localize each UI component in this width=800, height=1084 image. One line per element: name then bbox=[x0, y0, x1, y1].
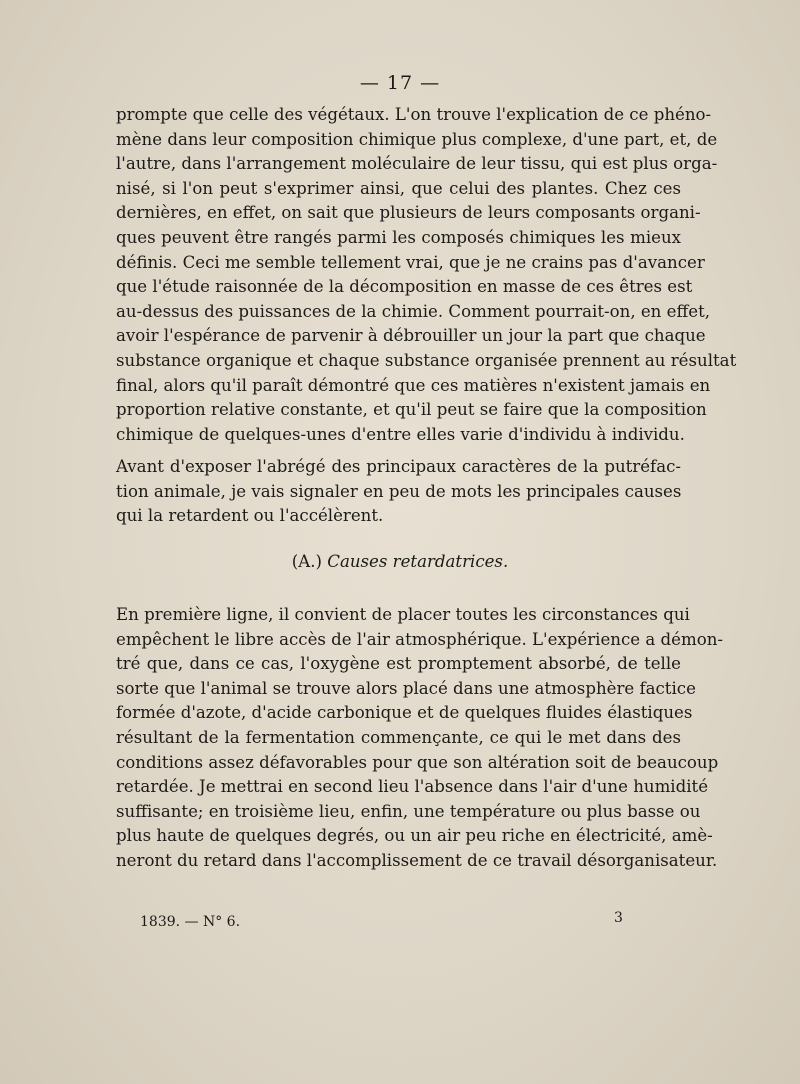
text-line: définis. Ceci me semble tellement vrai, que je ne crains pas d'avancer bbox=[116, 252, 705, 272]
section-title: Causes retardatrices. bbox=[327, 552, 509, 571]
section-marker: (A.) bbox=[291, 552, 322, 571]
section-heading bbox=[0, 552, 800, 571]
text-line: tion animale, je vais signaler en peu de mots les principales causes bbox=[116, 481, 682, 501]
text-line: sorte que l'animal se trouve alors placé dans une atmosphère factice bbox=[116, 678, 696, 698]
text-line: chimique de quelques-unes d'entre elles varie d'individu à individu. bbox=[116, 424, 685, 444]
text-line: au-dessus des puissances de la chimie. Comment pourrait-on, en effet, bbox=[116, 301, 711, 321]
text-line: avoir l'espérance de parvenir à débrouiller un jour la part que chaque bbox=[116, 326, 706, 346]
text-line: neront du retard dans l'accomplissement de ce travail désorganisateur. bbox=[116, 850, 718, 870]
text-line: final, alors qu'il paraît démontré que ces matières n'existent jamais en bbox=[116, 375, 711, 395]
text-line: retardée. Je mettrai en second lieu l'absence dans l'air d'une humidité bbox=[116, 777, 709, 797]
text-line: qui la retardent ou l'accélèrent. bbox=[116, 506, 384, 526]
text-line: mène dans leur composition chimique plus complexe, d'une part, et, de bbox=[116, 129, 718, 149]
text-line: substance organique et chaque substance organisée prennent au résultat bbox=[116, 350, 737, 370]
signature-mark: 1839. — N° 6. bbox=[140, 914, 241, 930]
text-line: tré que, dans ce cas, l'oxygène est promptement absorbé, de telle bbox=[116, 654, 681, 674]
text-line: dernières, en effet, on sait que plusieurs de leurs composants organi- bbox=[116, 203, 701, 223]
sheet-number: 3 bbox=[614, 910, 623, 926]
paragraph-retarding-causes bbox=[116, 603, 723, 874]
text-line: formée d'azote, d'acide carbonique et de quelques fluides élastiques bbox=[116, 703, 693, 723]
text-line: empêchent le libre accès de l'air atmosphérique. L'expérience a démon- bbox=[116, 629, 723, 649]
text-line: conditions assez défavorables pour que son altération soit de beaucoup bbox=[116, 752, 719, 772]
text-line: que l'étude raisonnée de la décomposition en masse de ces êtres est bbox=[116, 277, 693, 297]
text-line: prompte que celle des végétaux. L'on trouve l'explication de ce phéno- bbox=[116, 105, 712, 124]
paragraph-introduction bbox=[116, 455, 681, 529]
page-number: — 17 — bbox=[359, 72, 441, 94]
text-line: plus haute de quelques degrés, ou un air peu riche en électricité, amè- bbox=[116, 826, 713, 846]
text-line: Avant d'exposer l'abrégé des principaux caractères de la putréfac- bbox=[116, 457, 681, 476]
text-line: résultant de la fermentation commençante, ce qui le met dans des bbox=[116, 727, 681, 747]
paragraph-putrefaction-comparison bbox=[116, 103, 737, 447]
text-line: nisé, si l'on peut s'exprimer ainsi, que celui des plantes. Chez ces bbox=[116, 178, 681, 198]
text-line: suffisante; en troisième lieu, enfin, une température ou plus basse ou bbox=[116, 801, 701, 821]
text-line: ques peuvent être rangés parmi les composés chimiques les mieux bbox=[116, 227, 681, 247]
text-line: proportion relative constante, et qu'il peut se faire que la composition bbox=[116, 400, 707, 420]
text-line: En première ligne, il convient de placer toutes les circonstances qui bbox=[116, 605, 690, 624]
text-line: l'autre, dans l'arrangement moléculaire de leur tissu, qui est plus orga- bbox=[116, 154, 718, 174]
